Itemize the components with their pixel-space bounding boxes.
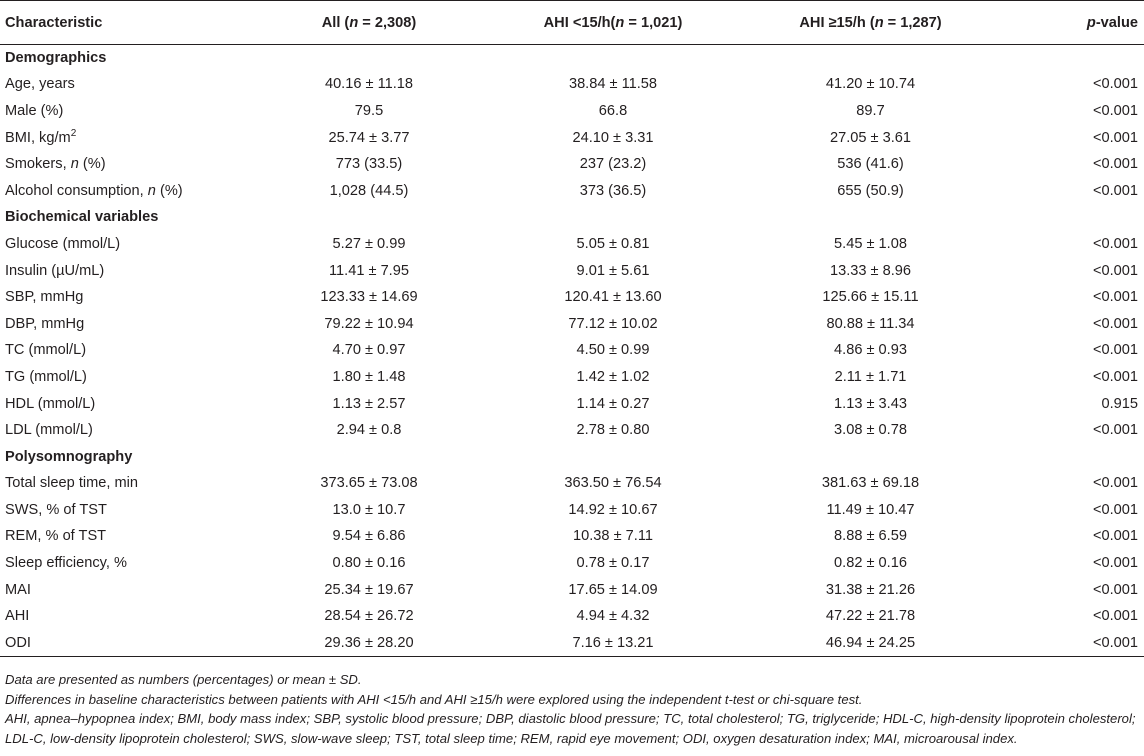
header-ahi-low: AHI <15/h(n = 1,021) (483, 1, 743, 45)
cell-low: 4.50 ± 0.99 (576, 342, 650, 359)
cell-p: <0.001 (1092, 501, 1138, 518)
table-row (0, 231, 1144, 258)
row-label: MAI (5, 581, 31, 598)
cell-p: <0.001 (1092, 342, 1138, 359)
cell-p: <0.001 (1092, 235, 1138, 252)
row-label: Glucose (mmol/L) (5, 235, 121, 252)
cell-high: 2.11 ± 1.71 (834, 368, 907, 385)
section-row (0, 443, 1144, 470)
cell-high: 0.82 ± 0.16 (834, 555, 907, 572)
cell-low: 77.12 ± 10.02 (568, 315, 658, 332)
section-title: Demographics (5, 50, 107, 67)
footnote: Data are presented as numbers (percentages) or mean ± SD. (5, 672, 362, 687)
cell-low: 2.78 ± 0.80 (576, 422, 650, 439)
row-label: Smokers, n (%) (5, 156, 106, 173)
cell-low: 38.84 ± 11.58 (568, 76, 658, 93)
table-row (0, 630, 1144, 657)
cell-all: 9.54 ± 6.86 (332, 528, 406, 545)
cell-p: <0.001 (1092, 156, 1138, 173)
cell-low: 10.38 ± 7.11 (573, 528, 653, 545)
table-body (0, 45, 1144, 657)
cell-all: 5.27 ± 0.99 (332, 235, 406, 252)
section-row (0, 45, 1144, 72)
table-row (0, 257, 1144, 284)
cell-low: 7.16 ± 13.21 (483, 630, 743, 657)
row-label: REM, % of TST (5, 528, 107, 545)
cell-low: 1.42 ± 1.02 (576, 368, 650, 385)
row-label: Insulin (µU/mL) (5, 262, 105, 279)
row-label: ODI (0, 630, 255, 657)
cell-all: 79.22 ± 10.94 (324, 315, 414, 332)
table-row (0, 98, 1144, 125)
cell-high: 125.66 ± 15.11 (822, 289, 919, 306)
table-row (0, 576, 1144, 603)
row-label: Age, years (5, 76, 75, 93)
cell-low: 14.92 ± 10.67 (568, 501, 658, 518)
cell-p: <0.001 (1092, 368, 1138, 385)
cell-high: 11.49 ± 10.47 (826, 501, 915, 518)
row-label: AHI (5, 608, 30, 625)
cell-p: <0.001 (1092, 581, 1138, 598)
cell-p: <0.001 (1092, 182, 1138, 199)
cell-p: <0.001 (1092, 528, 1138, 545)
cell-high: 1.13 ± 3.43 (834, 395, 907, 412)
cell-all: 13.0 ± 10.7 (332, 501, 406, 518)
footnote: Differences in baseline characteristics between patients with AHI <15/h and AHI ≥15/h were explored using the independent t-test or chi-square test. (5, 691, 863, 707)
cell-high: 41.20 ± 10.74 (825, 76, 916, 93)
cell-p: <0.001 (1092, 262, 1138, 279)
cell-high: 381.63 ± 69.18 (821, 475, 920, 492)
cell-low: 5.05 ± 0.81 (576, 235, 650, 252)
cell-high: 13.33 ± 8.96 (829, 262, 912, 279)
section-title: Biochemical variables (5, 209, 159, 226)
cell-high: 8.88 ± 6.59 (834, 528, 907, 545)
cell-low: 9.01 ± 5.61 (576, 262, 650, 279)
cell-p: <0.001 (1092, 76, 1138, 93)
cell-high: 31.38 ± 21.26 (825, 581, 916, 598)
table-row (0, 390, 1144, 417)
table-row (0, 124, 1144, 151)
table-row (0, 497, 1144, 524)
table-row (0, 603, 1144, 630)
cell-all: 1.13 ± 2.57 (332, 395, 406, 412)
cell-all: 373.65 ± 73.08 (320, 475, 418, 492)
cell-all: 773 (33.5) (335, 156, 403, 173)
cell-all: 28.54 ± 26.72 (324, 608, 414, 625)
header-characteristic: Characteristic (0, 1, 255, 45)
cell-p: <0.001 (1092, 422, 1138, 439)
cell-all: 79.5 (354, 102, 384, 119)
cell-low: 4.94 ± 4.32 (576, 608, 650, 625)
cell-low: 363.50 ± 76.54 (564, 475, 662, 492)
cell-low: 66.8 (598, 102, 628, 119)
header-all: All (n = 2,308) (255, 1, 483, 45)
table-row (0, 470, 1144, 497)
row-label: SWS, % of TST (5, 501, 107, 518)
section-row (0, 204, 1144, 231)
row-label: Male (%) (5, 102, 64, 119)
table-row (0, 284, 1144, 311)
cell-low: 17.65 ± 14.09 (568, 581, 658, 598)
cell-all: 29.36 ± 28.20 (255, 630, 483, 657)
footnote: AHI, apnea–hypopnea index; BMI, body mass index; SBP, systolic blood pressure; DBP, diastolic blood pressure; TC, total cholesterol; TG, triglyceride; HDL-C, high-density lipoprotein cholesterol; LDL-C, low-density lipoprotein cholesterol; SWS, slow-wave sleep; TST, total sleep time; REM, rapid eye movement; ODI, oxygen desaturation index; MAI, microarousal index. (5, 711, 1136, 746)
cell-all: 2.94 ± 0.8 (336, 422, 402, 439)
table-row (0, 550, 1144, 577)
cell-all: 25.74 ± 3.77 (328, 129, 410, 146)
cell-p: <0.001 (1092, 608, 1138, 625)
cell-high: 655 (50.9) (837, 182, 904, 199)
table-row (0, 310, 1144, 337)
cell-low: 1.14 ± 0.27 (576, 395, 650, 412)
table-row (0, 337, 1144, 364)
row-label: SBP, mmHg (5, 289, 84, 306)
cell-high: 5.45 ± 1.08 (834, 235, 907, 252)
row-label: HDL (mmol/L) (5, 395, 96, 412)
cell-p: 0.915 (1101, 395, 1138, 412)
table-row (0, 364, 1144, 391)
cell-high: 3.08 ± 0.78 (834, 422, 907, 439)
table-row (0, 151, 1144, 178)
cell-all: 4.70 ± 0.97 (332, 342, 406, 359)
table-row (0, 177, 1144, 204)
cell-all: 1,028 (44.5) (329, 182, 409, 199)
cell-high: 80.88 ± 11.34 (826, 315, 915, 332)
table-row (0, 523, 1144, 550)
cell-p: <0.001 (998, 630, 1144, 657)
cell-high: 536 (41.6) (837, 156, 904, 173)
cell-high: 89.7 (856, 102, 885, 119)
row-label: TG (mmol/L) (5, 368, 87, 385)
cell-p: <0.001 (1092, 555, 1138, 572)
cell-all: 11.41 ± 7.95 (329, 262, 409, 279)
cell-high: 46.94 ± 24.25 (743, 630, 998, 657)
cell-high: 47.22 ± 21.78 (825, 608, 916, 625)
cell-low: 0.78 ± 0.17 (576, 555, 650, 572)
table-row (0, 71, 1144, 98)
header-ahi-high: AHI ≥15/h (n = 1,287) (743, 1, 998, 45)
header-p-value: p-value (998, 1, 1144, 45)
table-footnotes (5, 670, 1140, 748)
cell-p: <0.001 (1092, 102, 1138, 119)
row-label: Total sleep time, min (5, 475, 139, 492)
section-title: Polysomnography (5, 448, 133, 465)
cell-all: 40.16 ± 11.18 (324, 76, 414, 93)
cell-p: <0.001 (1092, 475, 1138, 492)
cell-all: 1.80 ± 1.48 (332, 368, 406, 385)
cell-high: 4.86 ± 0.93 (834, 342, 907, 359)
cell-high: 27.05 ± 3.61 (829, 129, 912, 146)
row-label: LDL (mmol/L) (5, 422, 93, 439)
row-label: DBP, mmHg (5, 315, 85, 332)
cell-low: 24.10 ± 3.31 (572, 129, 654, 146)
row-label: Sleep efficiency, % (5, 555, 127, 572)
cell-p: <0.001 (1092, 315, 1138, 332)
table-header-row (0, 1, 1144, 45)
cell-p: <0.001 (1092, 289, 1138, 306)
cell-low: 373 (36.5) (579, 182, 647, 199)
cell-all: 0.80 ± 0.16 (332, 555, 406, 572)
cell-low: 237 (23.2) (579, 156, 647, 173)
table-row (0, 417, 1144, 444)
row-label: TC (mmol/L) (5, 342, 87, 359)
cell-all: 25.34 ± 19.67 (324, 581, 414, 598)
row-label: Alcohol consumption, n (%) (5, 182, 183, 199)
row-label: BMI, $kg/m^2$ (5, 127, 77, 146)
cell-p: <0.001 (1092, 129, 1138, 146)
cell-low: 120.41 ± 13.60 (564, 289, 662, 306)
cell-all: 123.33 ± 14.69 (320, 289, 418, 306)
